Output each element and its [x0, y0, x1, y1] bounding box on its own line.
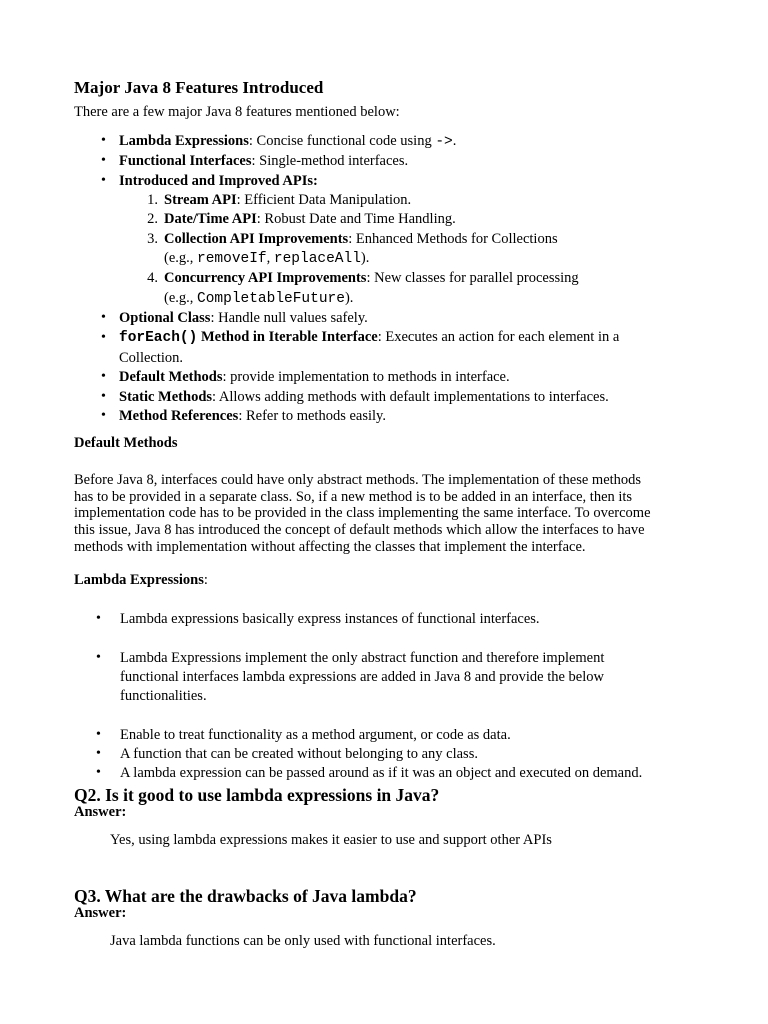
bullet: •	[101, 389, 106, 404]
answer-label: Answer:	[74, 804, 127, 820]
bullet: •	[96, 727, 101, 742]
bullet: •	[96, 650, 101, 665]
list-item: Lambda Expressions implement the only abstract function and therefore implement	[120, 650, 605, 666]
paragraph-line: this issue, Java 8 has introduced the concept of default methods which allow the interfaces to have	[74, 522, 645, 538]
list-item: Collection API Improvements: Enhanced Methods for Collections	[164, 231, 558, 247]
answer-label: Answer:	[74, 905, 127, 921]
list-item-continuation: (e.g., removeIf, replaceAll).	[164, 250, 370, 267]
list-item: Concurrency API Improvements: New classes for parallel processing	[164, 270, 579, 286]
bullet: •	[101, 173, 106, 188]
list-item-continuation: functionalities.	[120, 688, 207, 704]
list-item: Static Methods: Allows adding methods with default implementations to interfaces.	[119, 389, 609, 405]
list-item: A function that can be created without belonging to any class.	[120, 746, 478, 762]
bullet: •	[96, 746, 101, 761]
bullet: •	[101, 369, 106, 384]
bullet: •	[96, 611, 101, 626]
list-item: Lambda expressions basically express instances of functional interfaces.	[120, 611, 540, 627]
answer-text: Java lambda functions can be only used with functional interfaces.	[110, 933, 496, 949]
bullet: •	[101, 408, 106, 423]
paragraph-line: Before Java 8, interfaces could have only abstract methods. The implementation of these methods	[74, 472, 642, 488]
list-number: 2.	[147, 211, 158, 227]
list-item: Introduced and Improved APIs:	[119, 173, 318, 189]
bullet: •	[96, 765, 101, 780]
bullet: •	[101, 133, 106, 148]
list-item: Lambda Expressions: Concise functional code using ->.	[119, 133, 457, 150]
section-heading-default-methods: Default Methods	[74, 435, 178, 451]
list-number: 3.	[147, 231, 158, 247]
list-item-continuation: Collection.	[119, 350, 184, 366]
list-item: Date/Time API: Robust Date and Time Handling.	[164, 211, 456, 227]
paragraph-line: has to be provided in a separate class. So, if a new method is to be added in an interface, then its	[74, 489, 633, 505]
paragraph-line: methods with implementation without affecting the classes that implement the interface.	[74, 539, 586, 555]
answer-text: Yes, using lambda expressions makes it easier to use and support other APIs	[110, 832, 552, 848]
bullet: •	[101, 310, 106, 325]
intro-text: There are a few major Java 8 features mentioned below:	[74, 104, 400, 120]
list-item-continuation: functional interfaces lambda expressions are added in Java 8 and provide the below	[120, 669, 604, 685]
list-item-continuation: (e.g., CompletableFuture).	[164, 290, 354, 307]
question-heading: Q2. Is it good to use lambda expressions in Java?	[74, 785, 440, 805]
paragraph-line: implementation code has to be provided in the class implementing the same interface. To overcome	[74, 505, 651, 521]
list-item: Method References: Refer to methods easily.	[119, 408, 386, 424]
section-heading-lambda: Lambda Expressions:	[74, 572, 208, 588]
list-item: Optional Class: Handle null values safely.	[119, 310, 368, 326]
bullet: •	[101, 153, 106, 168]
list-item: A lambda expression can be passed around as if it was an object and executed on demand.	[120, 765, 643, 781]
list-item: Functional Interfaces: Single-method interfaces.	[119, 153, 409, 169]
list-number: 1.	[147, 192, 158, 208]
bullet: •	[101, 330, 106, 345]
list-number: 4.	[147, 270, 158, 286]
list-item: Default Methods: provide implementation to methods in interface.	[119, 369, 510, 385]
question-heading: Q3. What are the drawbacks of Java lambda?	[74, 886, 417, 906]
page-title: Major Java 8 Features Introduced	[74, 78, 324, 97]
list-item: Enable to treat functionality as a method argument, or code as data.	[120, 727, 511, 743]
list-item: forEach() Method in Iterable Interface: Executes an action for each element in a	[119, 329, 620, 346]
list-item: Stream API: Efficient Data Manipulation.	[164, 192, 412, 208]
